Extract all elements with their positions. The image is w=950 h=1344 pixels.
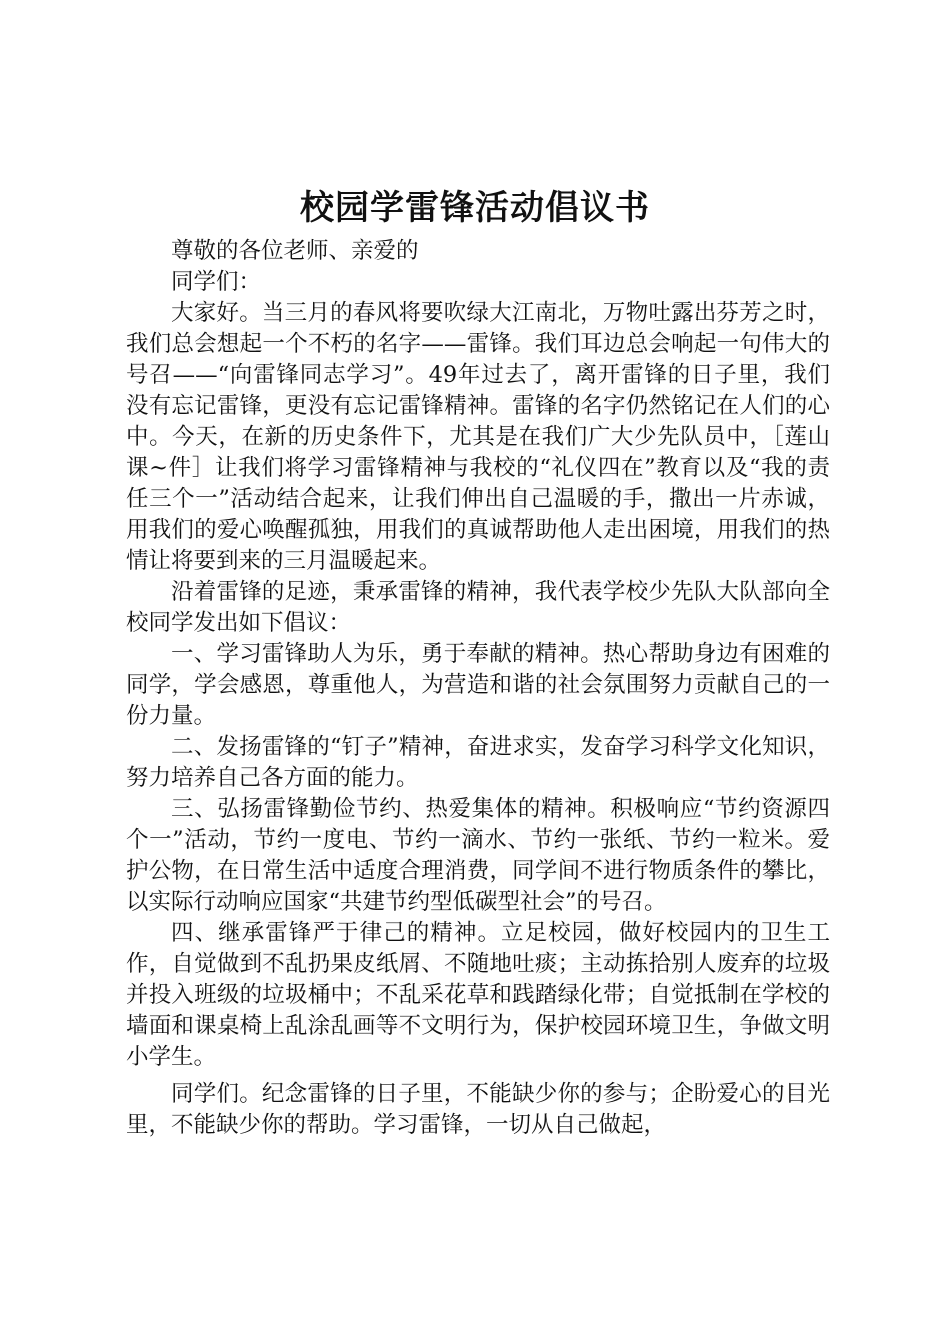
paragraph-point-1: 一、学习雷锋助人为乐，勇于奉献的精神。热心帮助身边有困难的同学，学会感恩，尊重他人，为营造和谐的社会氛围努力贡献自己的一份力量。 — [126, 641, 830, 729]
document-body — [126, 236, 830, 1141]
paragraph-proposal-intro: 沿着雷锋的足迹，秉承雷锋的精神，我代表学校少先队大队部向全校同学发出如下倡议： — [126, 579, 830, 636]
paragraph-point-2: 二、发扬雷锋的“钉子”精神，奋进求实，发奋学习科学文化知识，努力培养自己各方面的能力。 — [126, 734, 830, 791]
paragraph-point-4: 四、继承雷锋严于律己的精神。立足校园，做好校园内的卫生工作，自觉做到不乱扔果皮纸屑、不随地吐痰；主动拣拾别人废弃的垃圾并投入班级的垃圾桶中；不乱采花草和践踏绿化带；自觉抵制在学校的墙面和课桌椅上乱涂乱画等不文明行为，保护校园环境卫生，争做文明小学生。 — [126, 920, 830, 1070]
paragraph-point-3: 三、弘扬雷锋勤俭节约、热爱集体的精神。积极响应“节约资源四个一”活动，节约一度电、节约一滴水、节约一张纸、节约一粒米。爱护公物，在日常生活中适度合理消费，同学间不进行物质条件的攀比，以实际行动响应国家“共建节约型低碳型社会”的号召。 — [126, 796, 830, 915]
salutation-line-1: 尊敬的各位老师、亲爱的 — [171, 238, 419, 264]
paragraph-closing: 同学们。纪念雷锋的日子里，不能缺少你的参与；企盼爱心的目光里，不能缺少你的帮助。学习雷锋，一切从自己做起， — [126, 1081, 830, 1138]
document-title: 校园学雷锋活动倡议书 — [300, 188, 650, 228]
paragraph-greeting: 大家好。当三月的春风将要吹绿大江南北，万物吐露出芬芳之时，我们总会想起一个不朽的名字——雷锋。我们耳边总会响起一句伟大的号召——“向雷锋同志学习”。49年过去了，离开雷锋的日子里，我们没有忘记雷锋，更没有忘记雷锋精神。雷锋的名字仍然铭记在人们的心中。今天，在新的历史条件下，尤其是在我们广大少先队员中，［莲山课~件］让我们将学习雷锋精神与我校的“礼仪四在”教育以及“我的责任三个一”活动结合起来，让我们伸出自己温暖的手，撒出一片赤诚，用我们的爱心唤醒孤独，用我们的真诚帮助他人走出困境，用我们的热情让将要到来的三月温暖起来。 — [126, 300, 830, 574]
salutation-line-2: 同学们： — [171, 269, 262, 295]
